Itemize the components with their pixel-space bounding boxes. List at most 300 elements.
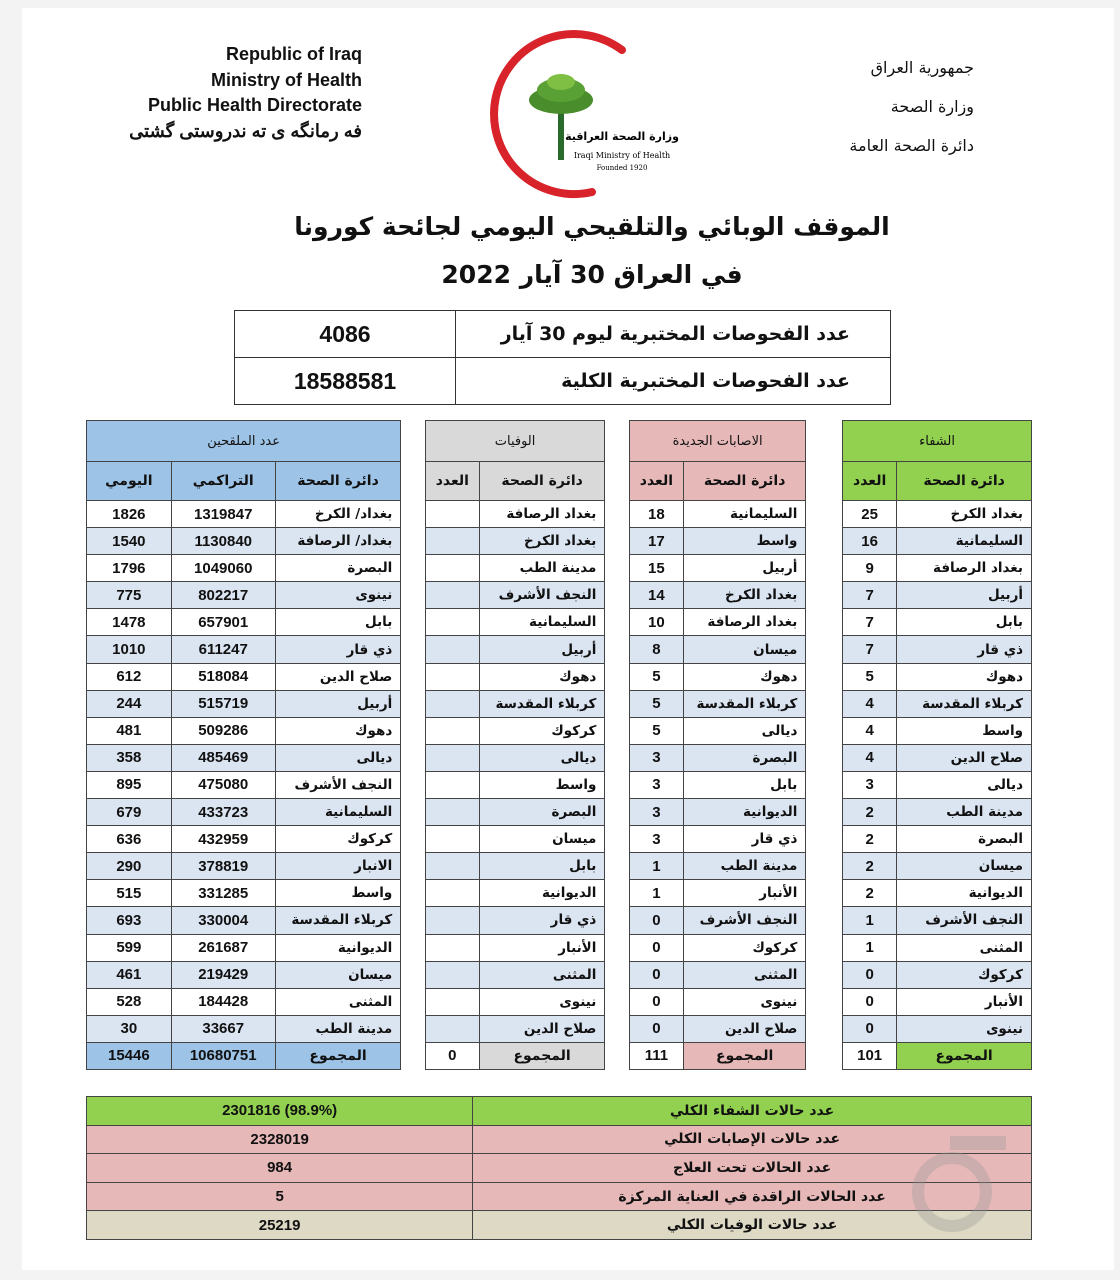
new-count-cell: 3 [629,799,683,826]
spacer [806,744,843,771]
rec-directorate-cell: بابل [897,609,1032,636]
summary-table [86,1096,1032,1240]
death-directorate-cell: السليمانية [479,609,605,636]
spacer [401,501,425,528]
rec-directorate-cell: واسط [897,717,1032,744]
vac-directorate-cell: مدينة الطب [275,1015,401,1042]
vac-total-label: المجموع [275,1042,401,1069]
death-count-cell [425,907,479,934]
vac-cumulative-cell: 515719 [171,690,275,717]
vac-daily-cell: 528 [87,988,172,1015]
death-count-cell [425,690,479,717]
rec-directorate-cell: ميسان [897,853,1032,880]
death-directorate-cell: كركوك [479,717,605,744]
death-count-cell [425,528,479,555]
rec-directorate-cell: مدينة الطب [897,799,1032,826]
lab-tests-table [234,310,891,405]
vac-directorate-cell: واسط [275,880,401,907]
vac-directorate-cell: السليمانية [275,799,401,826]
new-directorate-cell: بغداد الرصافة [683,609,805,636]
rec-count-cell: 2 [843,799,897,826]
death-directorate-cell: المثنى [479,961,605,988]
spacer [605,501,629,528]
death-count-cell [425,961,479,988]
palm-tree-icon [529,74,593,160]
rec-directorate-cell: ديالى [897,771,1032,798]
spacer [605,934,629,961]
vac-daily-cell: 895 [87,771,172,798]
summary-row [87,1154,1032,1183]
header-en-line: Republic of Iraq [225,44,362,64]
new-count-cell: 1 [629,880,683,907]
rec-count-cell: 0 [843,1015,897,1042]
spacer [605,555,629,582]
spacer [806,663,843,690]
spacer [401,988,425,1015]
spacer [605,907,629,934]
death-directorate-cell: صلاح الدين [479,1015,605,1042]
rec-directorate-cell: الأنبار [897,988,1032,1015]
rec-count-cell: 4 [843,717,897,744]
death-count-cell [425,609,479,636]
new-count-cell: 3 [629,771,683,798]
rec-count-cell: 0 [843,961,897,988]
spacer [806,501,843,528]
death-directorate-cell: الديوانية [479,880,605,907]
summary-value: 2301816 (98.9%) [87,1097,473,1126]
death-directorate-cell: كربلاء المقدسة [479,690,605,717]
vac-directorate-cell: كركوك [275,826,401,853]
table-row [87,799,1032,826]
new-total-label: المجموع [683,1042,805,1069]
col-daily: اليومي [87,462,172,501]
spacer [806,582,843,609]
vac-directorate-cell: النجف الأشرف [275,771,401,798]
table-row [87,717,1032,744]
rec-directorate-cell: السليمانية [897,528,1032,555]
death-count-cell [425,501,479,528]
spacer [806,421,843,462]
death-count-cell [425,744,479,771]
vac-cumulative-cell: 485469 [171,744,275,771]
new-count-cell: 5 [629,717,683,744]
death-count-cell [425,988,479,1015]
spacer [806,609,843,636]
death-count-cell [425,880,479,907]
col-directorate: دائرة الصحة [275,462,401,501]
vac-daily-cell: 290 [87,853,172,880]
spacer [401,636,425,663]
spacer [605,771,629,798]
spacer [605,1015,629,1042]
vac-directorate-cell: البصرة [275,555,401,582]
spacer [806,799,843,826]
header-ku-line: فه رمانگه ی ته ندروستی گشتی [129,120,362,141]
new-directorate-cell: ميسان [683,636,805,663]
new-count-cell: 0 [629,988,683,1015]
vac-directorate-cell: الديوانية [275,934,401,961]
spacer [605,853,629,880]
death-directorate-cell: ذي قار [479,907,605,934]
ministry-logo [472,20,692,200]
rec-directorate-cell: الديوانية [897,880,1032,907]
vac-directorate-cell: بابل [275,609,401,636]
new-count-cell: 5 [629,690,683,717]
spacer [605,988,629,1015]
column-header-row [87,462,1032,501]
spacer [605,799,629,826]
spacer [806,907,843,934]
rec-count-cell: 16 [843,528,897,555]
summary-label: عدد الحالات الراقدة في العناية المركزة [473,1182,1032,1211]
spacer [605,582,629,609]
table-row [87,826,1032,853]
section-header-row [87,421,1032,462]
new-directorate-cell: البصرة [683,744,805,771]
vac-daily-cell: 612 [87,663,172,690]
spacer [806,690,843,717]
new-directorate-cell: النجف الأشرف [683,907,805,934]
covid-stats-table [86,420,1032,1070]
new-directorate-cell: كربلاء المقدسة [683,690,805,717]
rec-count-cell: 5 [843,663,897,690]
spacer [806,934,843,961]
col-count: العدد [629,462,683,501]
vac-cumulative-cell: 1130840 [171,528,275,555]
section-recovery: الشفاء [843,421,1032,462]
vac-cumulative-cell: 657901 [171,609,275,636]
vac-cumulative-cell: 432959 [171,826,275,853]
summary-row [87,1097,1032,1126]
rec-count-cell: 2 [843,826,897,853]
title-line-2: في العراق 30 آيار 2022 [441,260,743,289]
vac-daily-cell: 1796 [87,555,172,582]
vac-directorate-cell: الانبار [275,853,401,880]
summary-label: عدد حالات الشفاء الكلي [473,1097,1032,1126]
spacer [401,528,425,555]
total-tests-value: 18588581 [235,358,456,405]
spacer [806,1015,843,1042]
vac-cumulative-cell: 802217 [171,582,275,609]
vac-cumulative-total: 10680751 [171,1042,275,1069]
spacer [605,421,629,462]
spacer [401,961,425,988]
vac-cumulative-cell: 330004 [171,907,275,934]
new-directorate-cell: ذي قار [683,826,805,853]
rec-count-cell: 3 [843,771,897,798]
table-row [87,582,1032,609]
summary-value: 5 [87,1182,473,1211]
spacer [401,1015,425,1042]
spacer [605,826,629,853]
table-row [87,636,1032,663]
rec-directorate-cell: بغداد الرصافة [897,555,1032,582]
spacer [806,826,843,853]
rec-count-cell: 2 [843,853,897,880]
spacer [605,961,629,988]
spacer [605,636,629,663]
death-count-cell [425,826,479,853]
new-count-cell: 18 [629,501,683,528]
summary-value: 984 [87,1154,473,1183]
death-directorate-cell: بغداد الكرخ [479,528,605,555]
title-line-1: الموقف الوبائي والتلقيحي اليومي لجائحة كورونا [294,212,890,241]
death-directorate-cell: بغداد الرصافة [479,501,605,528]
rec-directorate-cell: أربيل [897,582,1032,609]
totals-row [87,1042,1032,1069]
rec-count-cell: 2 [843,880,897,907]
rec-count-cell: 7 [843,636,897,663]
table-row [87,853,1032,880]
spacer [401,853,425,880]
vac-daily-cell: 679 [87,799,172,826]
spacer [605,462,629,501]
spacer [401,717,425,744]
death-count-cell [425,663,479,690]
new-directorate-cell: نينوى [683,988,805,1015]
new-count-cell: 14 [629,582,683,609]
vac-daily-cell: 693 [87,907,172,934]
death-directorate-cell: النجف الأشرف [479,582,605,609]
new-count-cell: 5 [629,663,683,690]
total-tests-row [235,358,891,405]
summary-value: 2328019 [87,1125,473,1154]
col-count: العدد [425,462,479,501]
spacer [401,880,425,907]
rec-count-cell: 4 [843,690,897,717]
rec-directorate-cell: دهوك [897,663,1032,690]
spacer [605,528,629,555]
vac-daily-cell: 244 [87,690,172,717]
vac-cumulative-cell: 509286 [171,717,275,744]
rec-directorate-cell: ذي قار [897,636,1032,663]
rec-directorate-cell: كربلاء المقدسة [897,690,1032,717]
death-count-cell [425,799,479,826]
watermark-logo-icon [902,1130,1012,1240]
vac-cumulative-cell: 184428 [171,988,275,1015]
new-directorate-cell: بغداد الكرخ [683,582,805,609]
vac-daily-cell: 775 [87,582,172,609]
rec-count-cell: 7 [843,609,897,636]
vac-directorate-cell: ميسان [275,961,401,988]
table-row [87,663,1032,690]
death-count-cell [425,771,479,798]
spacer [401,744,425,771]
death-directorate-cell: البصرة [479,799,605,826]
vac-daily-cell: 1540 [87,528,172,555]
death-count-cell [425,582,479,609]
spacer [401,799,425,826]
summary-row [87,1125,1032,1154]
new-directorate-cell: الأنبار [683,880,805,907]
table-row [87,880,1032,907]
new-count-cell: 0 [629,961,683,988]
death-directorate-cell: واسط [479,771,605,798]
new-directorate-cell: دهوك [683,663,805,690]
death-directorate-cell: ديالى [479,744,605,771]
spacer [401,690,425,717]
rec-directorate-cell: نينوى [897,1015,1032,1042]
rec-total: 101 [843,1042,897,1069]
spacer [806,771,843,798]
vac-daily-cell: 1478 [87,609,172,636]
spacer [806,853,843,880]
rec-directorate-cell: صلاح الدين [897,744,1032,771]
table-row [87,934,1032,961]
new-total: 111 [629,1042,683,1069]
section-deaths: الوفيات [425,421,605,462]
rec-count-cell: 25 [843,501,897,528]
spacer [605,717,629,744]
rec-count-cell: 1 [843,934,897,961]
death-directorate-cell: الأنبار [479,934,605,961]
header-ar-line: دائرة الصحة العامة [849,136,974,155]
spacer [605,744,629,771]
rec-count-cell: 1 [843,907,897,934]
vac-daily-cell: 461 [87,961,172,988]
table-row [87,771,1032,798]
vac-cumulative-cell: 611247 [171,636,275,663]
document-page [22,8,1114,1270]
death-directorate-cell: دهوك [479,663,605,690]
vac-directorate-cell: كربلاء المقدسة [275,907,401,934]
spacer [806,1042,843,1069]
new-directorate-cell: المثنى [683,961,805,988]
new-directorate-cell: واسط [683,528,805,555]
vac-directorate-cell: دهوك [275,717,401,744]
table-row [87,1015,1032,1042]
new-count-cell: 10 [629,609,683,636]
spacer [806,636,843,663]
summary-row [87,1211,1032,1240]
new-count-cell: 1 [629,853,683,880]
spacer [806,717,843,744]
rec-total-label: المجموع [897,1042,1032,1069]
spacer [401,934,425,961]
spacer [605,609,629,636]
vac-cumulative-cell: 378819 [171,853,275,880]
logo-en-text: Iraqi Ministry of Health [573,151,671,160]
spacer [806,528,843,555]
vac-daily-cell: 599 [87,934,172,961]
death-count-cell [425,1015,479,1042]
table-row [87,907,1032,934]
table-row [87,609,1032,636]
new-count-cell: 3 [629,826,683,853]
new-directorate-cell: كركوك [683,934,805,961]
spacer [806,462,843,501]
header-en-line: Ministry of Health [210,69,362,90]
section-vaccinated: عدد الملقحين [87,421,401,462]
table-row [87,501,1032,528]
vac-daily-cell: 30 [87,1015,172,1042]
spacer [806,880,843,907]
spacer [401,663,425,690]
new-count-cell: 17 [629,528,683,555]
vac-cumulative-cell: 1049060 [171,555,275,582]
new-count-cell: 3 [629,744,683,771]
death-total-label: المجموع [479,1042,605,1069]
col-directorate: دائرة الصحة [479,462,605,501]
new-count-cell: 15 [629,555,683,582]
col-directorate: دائرة الصحة [683,462,805,501]
table-row [87,690,1032,717]
death-directorate-cell: أربيل [479,636,605,663]
rec-count-cell: 4 [843,744,897,771]
death-directorate-cell: مدينة الطب [479,555,605,582]
death-directorate-cell: ميسان [479,826,605,853]
vac-daily-cell: 636 [87,826,172,853]
vac-cumulative-cell: 518084 [171,663,275,690]
vac-directorate-cell: ذي قار [275,636,401,663]
vac-directorate-cell: المثنى [275,988,401,1015]
rec-directorate-cell: البصرة [897,826,1032,853]
death-count-cell [425,934,479,961]
rec-directorate-cell: كركوك [897,961,1032,988]
spacer [806,988,843,1015]
summary-value: 25219 [87,1211,473,1240]
vac-daily-cell: 515 [87,880,172,907]
spacer [401,771,425,798]
logo-ar-text: وزارة الصحة العراقية [565,130,679,143]
summary-label: عدد الحالات تحت العلاج [473,1154,1032,1183]
vac-cumulative-cell: 261687 [171,934,275,961]
header-ar-line: وزارة الصحة [890,97,974,116]
table-row [87,744,1032,771]
spacer [401,907,425,934]
daily-tests-value: 4086 [235,311,456,358]
vac-directorate-cell: أربيل [275,690,401,717]
spacer [605,1042,629,1069]
spacer [401,582,425,609]
spacer [401,826,425,853]
vac-cumulative-cell: 331285 [171,880,275,907]
header-en-line: Public Health Directorate [147,95,362,115]
vac-daily-cell: 481 [87,717,172,744]
header-ar-line: جمهورية العراق [870,58,974,77]
rec-count-cell: 7 [843,582,897,609]
vac-cumulative-cell: 433723 [171,799,275,826]
death-count-cell [425,555,479,582]
table-row [87,555,1032,582]
summary-row [87,1182,1032,1211]
new-directorate-cell: ديالى [683,717,805,744]
vac-directorate-cell: بغداد/ الكرخ [275,501,401,528]
daily-tests-label: عدد الفحوصات المختبرية ليوم 30 آيار [456,311,891,358]
table-row [87,528,1032,555]
vac-daily-total: 15446 [87,1042,172,1069]
col-cumulative: التراكمي [171,462,275,501]
vac-daily-cell: 1826 [87,501,172,528]
vac-cumulative-cell: 33667 [171,1015,275,1042]
spacer [401,555,425,582]
new-directorate-cell: السليمانية [683,501,805,528]
vac-daily-cell: 358 [87,744,172,771]
new-count-cell: 0 [629,907,683,934]
arabic-header [754,48,974,165]
vac-cumulative-cell: 1319847 [171,501,275,528]
new-count-cell: 0 [629,1015,683,1042]
spacer [401,462,425,501]
spacer [401,421,425,462]
logo-founded-text: Founded 1920 [596,164,648,172]
new-count-cell: 8 [629,636,683,663]
rec-directorate-cell: المثنى [897,934,1032,961]
col-directorate: دائرة الصحة [897,462,1032,501]
table-row [87,988,1032,1015]
rec-count-cell: 0 [843,988,897,1015]
death-directorate-cell: بابل [479,853,605,880]
